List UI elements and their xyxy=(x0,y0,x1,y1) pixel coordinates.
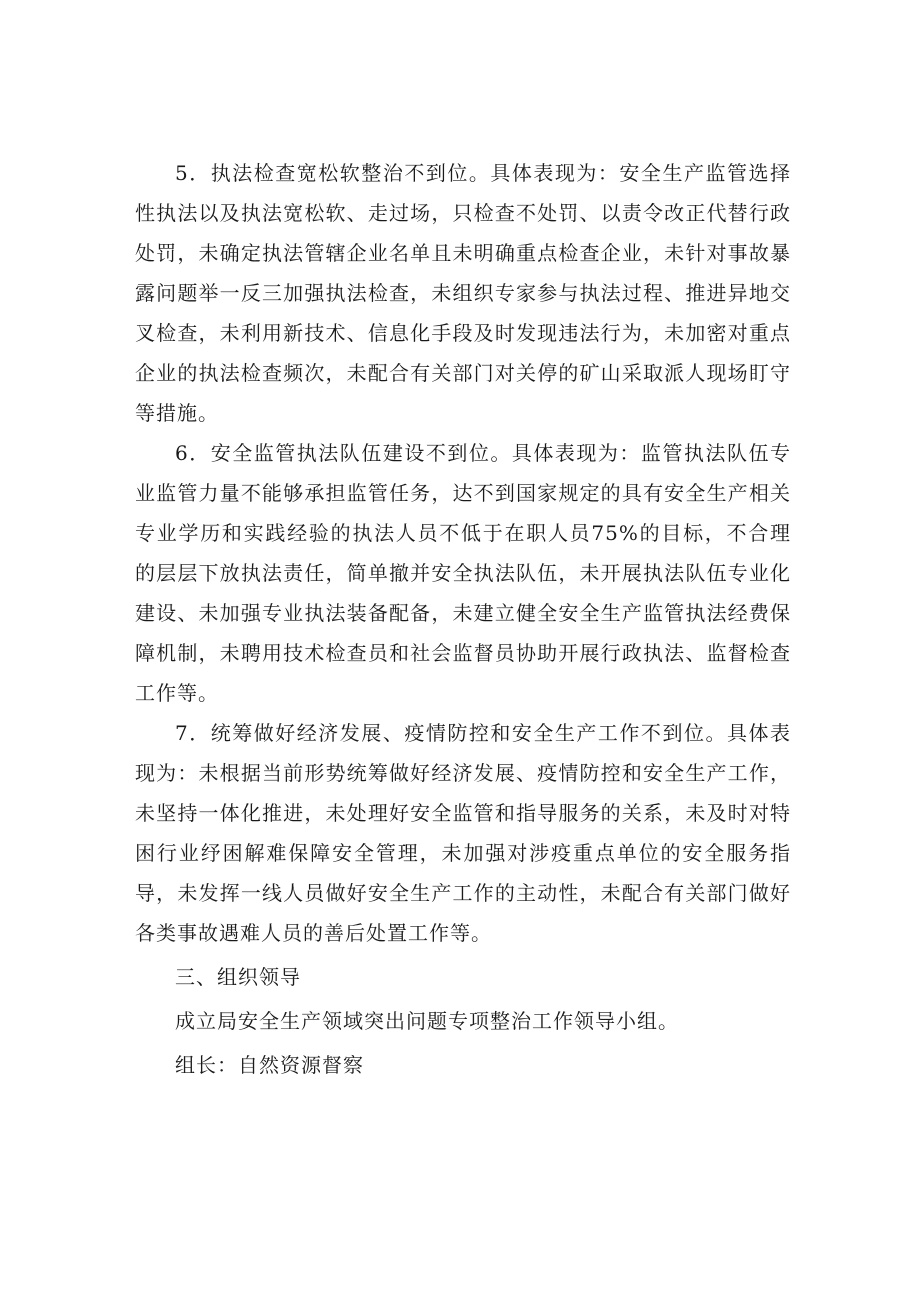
section-heading: 三、组织领导 xyxy=(175,965,301,989)
paragraph-item-5: 5．执法检查宽松软整治不到位。具体表现为：安全生产监管选择性执法以及执法宽松软、走过场，只检查不处罚、以责令改正代替行政处罚，未确定执法管辖企业名单且未明确重点检查企业，未针对事故暴露问题举一反三加强执法检查，未组织专家参与执法过程、推进异地交叉检查，未利用新技术、信息化手段及时发现违法行为，未加密对重点企业的执法检查频次，未配合有关部门对关停的矿山采取派人现场盯守等措施。 xyxy=(135,161,791,425)
document-body xyxy=(135,153,791,1085)
leader-line: 组长：自然资源督察 xyxy=(175,1053,364,1077)
establish-line: 成立局安全生产领域突出问题专项整治工作领导小组。 xyxy=(175,1009,679,1033)
paragraph-item-6: 6．安全监管执法队伍建设不到位。具体表现为：监管执法队伍专业监管力量不能够承担监管任务，达不到国家规定的具有安全生产相关专业学历和实践经验的执法人员不低于在职人员75%的目标，不合理的层层下放执法责任，简单撤并安全执法队伍，未开展执法队伍专业化建设、未加强专业执法装备配备，未建立健全安全生产监管执法经费保障机制，未聘用技术检查员和社会监督员协助开展行政执法、监督检查工作等。 xyxy=(135,441,791,705)
paragraph-item-7: 7．统筹做好经济发展、疫情防控和安全生产工作不到位。具体表现为：未根据当前形势统筹做好经济发展、疫情防控和安全生产工作，未坚持一体化推进，未处理好安全监管和指导服务的关系，未及时对特困行业纾困解难保障安全管理，未加强对涉疫重点单位的安全服务指导，未发挥一线人员做好安全生产工作的主动性，未配合有关部门做好各类事故遇难人员的善后处置工作等。 xyxy=(135,721,791,945)
